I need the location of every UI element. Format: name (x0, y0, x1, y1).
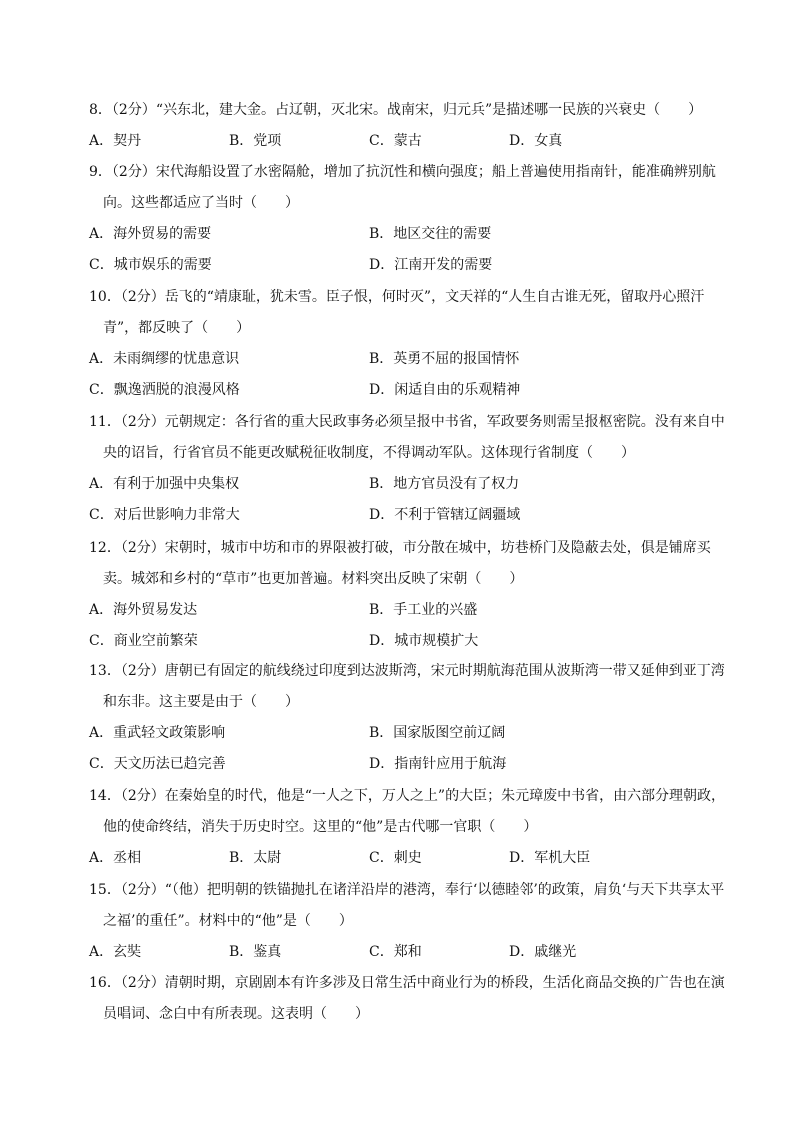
option-d: D．指南针应用于航海 (369, 756, 507, 772)
question-number: 12． (89, 540, 121, 556)
question-9 (89, 157, 729, 281)
option-d: D．不利于管辖辽阔疆域 (369, 507, 521, 523)
question-number: 10． (89, 289, 121, 305)
question-11 (89, 407, 729, 531)
option-b: B．地区交往的需要 (369, 226, 492, 242)
option-a: A．有利于加强中央集权 (89, 476, 240, 492)
question-number: 16． (89, 975, 121, 991)
question-stem (89, 95, 729, 126)
question-stem (89, 968, 729, 1030)
options (89, 126, 729, 157)
question-stem (89, 282, 729, 344)
option-a: A．重武轻文政策影响 (89, 725, 226, 741)
question-8 (89, 95, 729, 157)
question-16 (89, 968, 729, 1030)
option-b: B．鉴真 (229, 944, 282, 960)
question-12 (89, 533, 729, 657)
question-score: （2分） (111, 164, 156, 180)
option-a: A．玄奘 (89, 944, 142, 960)
question-score: （2分） (120, 540, 165, 556)
option-d: D．军机大臣 (509, 850, 591, 866)
option-d: D．江南开发的需要 (369, 257, 493, 273)
question-number: 8． (89, 102, 112, 118)
question-stem (89, 875, 729, 937)
question-number: 13． (89, 663, 121, 679)
options (89, 344, 729, 406)
question-number: 15． (89, 882, 121, 898)
question-number: 14． (89, 788, 121, 804)
option-a: A．海外贸易发达 (89, 602, 198, 618)
question-score: （2分） (120, 788, 165, 804)
option-c: C．对后世影响力非常大 (89, 507, 240, 523)
option-d: D．闲适自由的乐观精神 (369, 382, 521, 398)
question-stem (89, 656, 729, 718)
options (89, 937, 729, 968)
question-score: （2分） (120, 882, 165, 898)
question-stem (89, 407, 729, 469)
options (89, 718, 729, 780)
question-score: （2分） (120, 414, 165, 430)
question-text: 宋朝时，城市中坊和市的界限被打破，市分散在城中，坊巷桥门及隐蔽去处，俱是铺席买卖。城郊和乡村的“草市”也更加普遍。材料突出反映了宋朝（ ） (103, 540, 711, 587)
question-text: 宋代海船设置了水密隔舱，增加了抗沉性和横向强度；船上普遍使用指南针，能准确辨别航向。这些都适应了当时（ ） (103, 164, 716, 211)
question-stem (89, 533, 729, 595)
question-text: “兴东北，建大金。占辽朝，灭北宋。战南宋，归元兵”是描述哪一民族的兴衰史（ ） (155, 102, 703, 118)
question-15 (89, 875, 729, 968)
option-b: B．党项 (229, 133, 282, 149)
option-c: C．飘逸洒脱的浪漫风格 (89, 382, 240, 398)
question-14 (89, 781, 729, 874)
option-c: C．商业空前繁荣 (89, 633, 198, 649)
options (89, 843, 729, 874)
options (89, 595, 729, 657)
option-b: B．英勇不屈的报国情怀 (369, 351, 520, 367)
question-stem (89, 157, 729, 219)
question-text: 在秦始皇的时代，他是“一人之下，万人之上”的大臣；朱元璋废中书省，由六部分理朝政，他的使命终结，消失于历史时空。这里的“他”是古代哪一官职（ ） (103, 788, 726, 835)
question-text: 唐朝已有固定的航线绕过印度到达波斯湾，宋元时期航海范围从波斯湾一带又延伸到亚丁湾和东非。这主要是由于（ ） (103, 663, 725, 710)
option-b: B．国家版图空前辽阔 (369, 725, 506, 741)
option-a: A．契丹 (89, 133, 142, 149)
question-number: 9． (89, 164, 112, 180)
question-text: “（他）把明朝的铁锚抛扎在诸洋沿岸的港湾，奉行‘以德睦邻’的政策，肩负‘与天下共享太平之福’的重任”。材料中的“他”是（ ） (103, 882, 725, 929)
option-d: D．城市规模扩大 (369, 633, 479, 649)
option-a: A．海外贸易的需要 (89, 226, 212, 242)
question-13 (89, 656, 729, 780)
question-10 (89, 282, 729, 406)
option-b: B．地方官员没有了权力 (369, 476, 520, 492)
option-d: D．戚继光 (509, 944, 577, 960)
option-c: C．刺史 (369, 850, 422, 866)
option-c: C．郑和 (369, 944, 422, 960)
options (89, 219, 729, 281)
question-text: 清朝时期，京剧剧本有许多涉及日常生活中商业行为的桥段，生活化商品交换的广告也在演员唱词、念白中有所表现。这表明（ ） (103, 975, 725, 1022)
question-score: （2分） (111, 102, 156, 118)
option-b: B．太尉 (229, 850, 282, 866)
option-a: A．未雨绸缪的忧患意识 (89, 351, 240, 367)
question-stem (89, 781, 729, 843)
question-score: （2分） (120, 975, 165, 991)
options (89, 469, 729, 531)
option-c: C．天文历法已趋完善 (89, 756, 226, 772)
option-c: C．城市娱乐的需要 (89, 257, 212, 273)
question-text: 岳飞的“靖康耻，犹未雪。臣子恨，何时灭”，文天祥的“人生自古谁无死，留取丹心照汗青”，都反映了（ ） (103, 289, 705, 336)
option-a: A．丞相 (89, 850, 142, 866)
question-score: （2分） (120, 289, 165, 305)
question-number: 11． (89, 414, 121, 430)
question-score: （2分） (120, 663, 165, 679)
option-d: D．女真 (509, 133, 563, 149)
option-b: B．手工业的兴盛 (369, 602, 478, 618)
option-c: C．蒙古 (369, 133, 422, 149)
question-text: 元朝规定：各行省的重大民政事务必须呈报中书省，军政要务则需呈报枢密院。没有来自中央的诏旨，行省官员不能更改赋税征收制度，不得调动军队。这体现行省制度（ ） (103, 414, 725, 461)
